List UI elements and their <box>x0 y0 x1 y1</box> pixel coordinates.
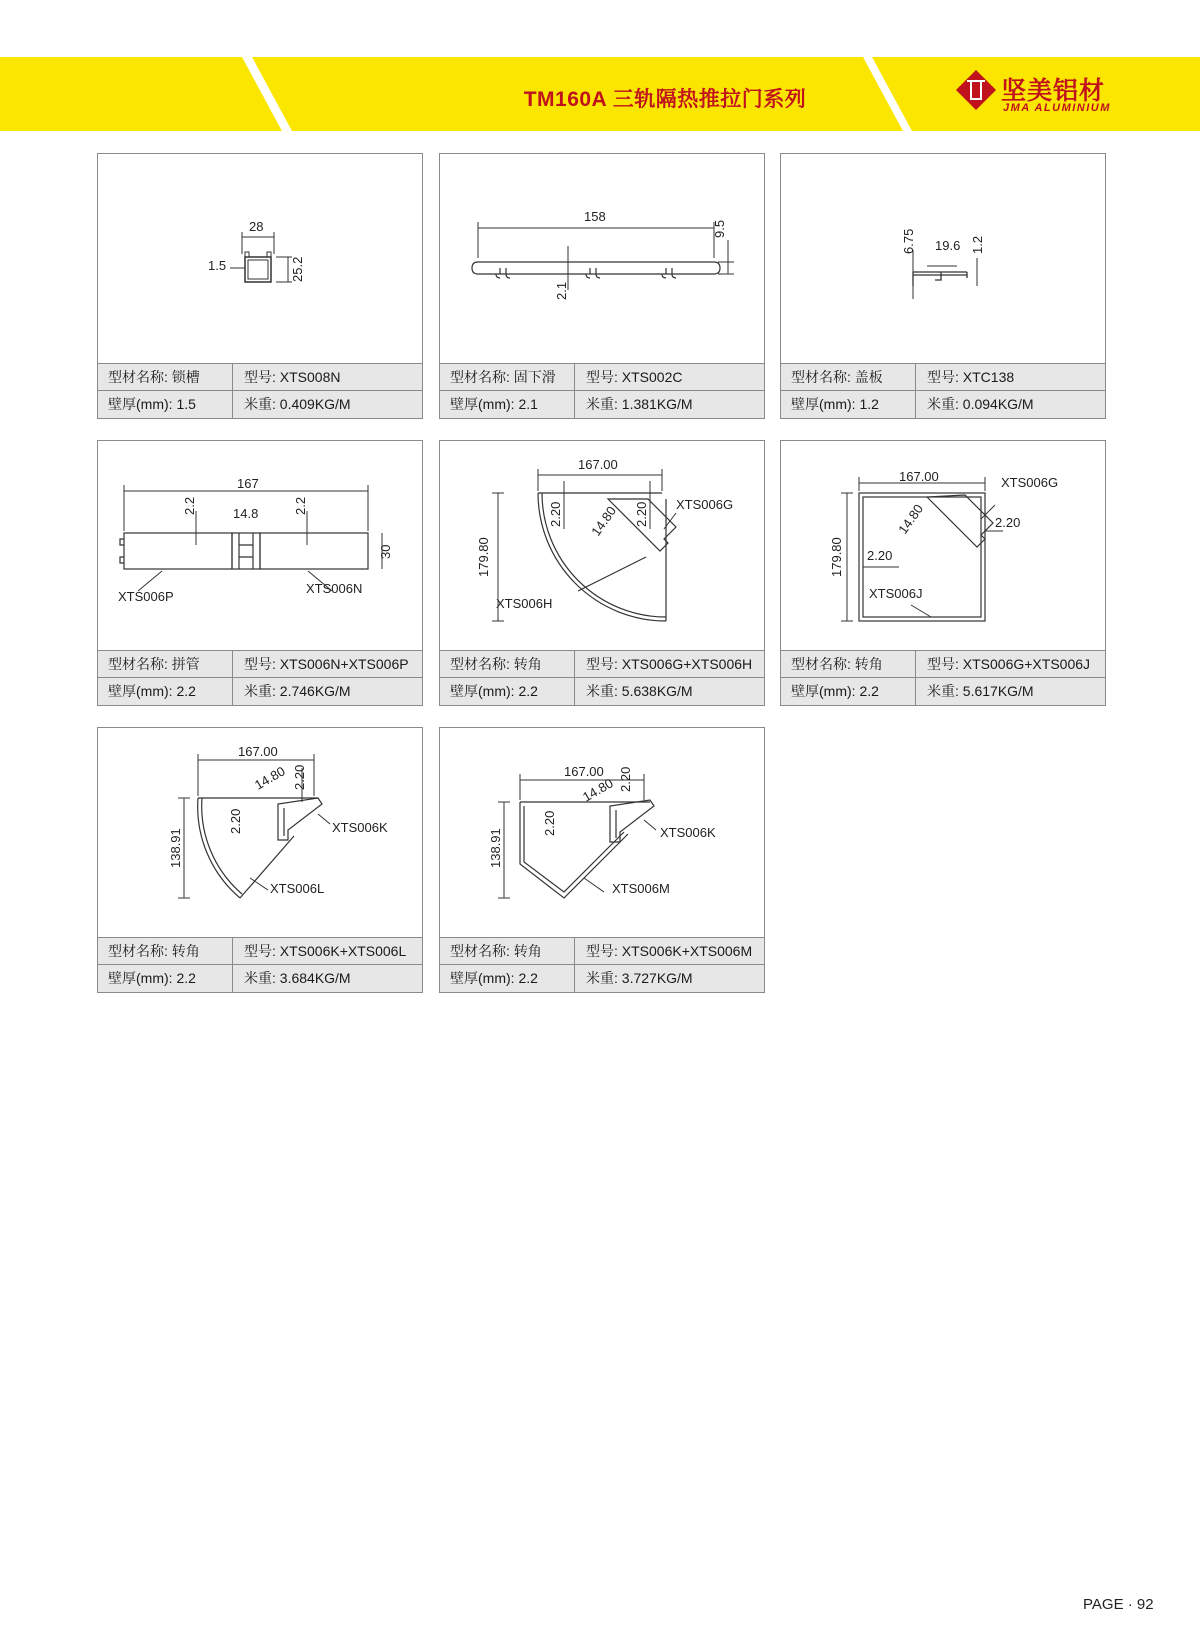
spec-table <box>440 363 764 418</box>
model-label: 型号: <box>244 943 276 959</box>
dim-wall: 1.5 <box>208 258 227 273</box>
spec-table <box>781 363 1105 418</box>
profile-model: XTS006G+XTS006H <box>621 656 753 672</box>
dim-width: 167.00 <box>564 764 604 779</box>
name-label: 型材名称: <box>108 656 168 672</box>
model-label: 型号: <box>927 369 959 385</box>
brand-logo <box>955 69 1155 121</box>
weight-label: 米重: <box>927 396 959 412</box>
dim-width: 158 <box>584 209 606 224</box>
profile-thickness: 2.2 <box>859 683 879 699</box>
dim-height: 179.80 <box>829 537 844 577</box>
thickness-label: 壁厚(mm): <box>108 396 173 412</box>
dim-width: 19.6 <box>935 238 961 253</box>
model-label: 型号: <box>586 943 618 959</box>
dim-width: 167 <box>237 476 259 491</box>
page-header <box>0 57 1200 131</box>
model-label: 型号: <box>244 369 276 385</box>
brand-name-en: JMA ALUMINIUM <box>1003 102 1111 114</box>
spec-table <box>98 363 422 418</box>
profile-name: 盖板 <box>854 369 883 385</box>
profile-name: 转角 <box>854 656 883 672</box>
profile-weight: 3.727KG/M <box>621 970 693 986</box>
part-label-a: XTS006P <box>118 589 174 604</box>
spec-table <box>98 937 422 992</box>
model-label: 型号: <box>586 369 618 385</box>
thickness-label: 壁厚(mm): <box>450 683 515 699</box>
dim-width: 28 <box>249 219 264 234</box>
dim-wall-left: 2.20 <box>548 501 563 527</box>
profile-drawing <box>98 154 422 365</box>
thickness-label: 壁厚(mm): <box>791 683 856 699</box>
profile-thickness: 1.2 <box>859 396 879 412</box>
weight-label: 米重: <box>244 970 276 986</box>
thickness-label: 壁厚(mm): <box>450 396 515 412</box>
profile-model: XTS008N <box>279 369 341 385</box>
dim-height: 6.75 <box>901 228 916 254</box>
profile-model: XTS006G+XTS006J <box>962 656 1091 672</box>
weight-label: 米重: <box>244 396 276 412</box>
dim-wall-left: 2.2 <box>182 496 197 515</box>
profile-weight: 2.746KG/M <box>279 683 351 699</box>
profile-thickness: 2.2 <box>176 970 196 986</box>
dim-wall-left: 2.20 <box>228 808 243 834</box>
profile-weight: 0.409KG/M <box>279 396 351 412</box>
part-label-b: XTS006M <box>612 881 670 896</box>
profile-name: 锁槽 <box>171 369 200 385</box>
part-label-b: XTS006J <box>869 586 923 601</box>
part-label-a: XTS006G <box>1001 475 1059 490</box>
profile-model: XTS006K+XTS006L <box>279 943 407 959</box>
dim-wall: 2.1 <box>554 281 569 300</box>
part-label-a: XTS006G <box>676 497 734 512</box>
weight-label: 米重: <box>586 396 618 412</box>
dim-wall-right: 2.20 <box>618 766 633 792</box>
weight-label: 米重: <box>244 683 276 699</box>
dim-height: 30 <box>378 544 393 559</box>
page-number: PAGE · 92 <box>1083 1596 1154 1613</box>
dim-height: 138.91 <box>488 828 503 868</box>
profile-weight: 5.617KG/M <box>962 683 1034 699</box>
profile-card <box>97 727 423 993</box>
profile-drawing <box>781 441 1105 652</box>
dim-width: 167.00 <box>238 744 278 759</box>
thickness-label: 壁厚(mm): <box>791 396 856 412</box>
profile-name: 转角 <box>513 656 542 672</box>
profile-model: XTS002C <box>621 369 683 385</box>
name-label: 型材名称: <box>791 369 851 385</box>
dim-wall-left: 2.20 <box>542 810 557 836</box>
profile-name: 固下滑 <box>513 369 556 385</box>
brand-diamond-icon <box>955 69 997 111</box>
profile-name: 拼管 <box>171 656 200 672</box>
dim-wall-right: 2.20 <box>634 501 649 527</box>
profile-weight: 0.094KG/M <box>962 396 1034 412</box>
profile-thickness: 2.2 <box>176 683 196 699</box>
dim-wall: 1.2 <box>970 235 985 254</box>
model-label: 型号: <box>244 656 276 672</box>
profile-weight: 1.381KG/M <box>621 396 693 412</box>
profile-model: XTS006K+XTS006M <box>621 943 753 959</box>
dim-height: 9.5 <box>712 219 727 238</box>
profile-card <box>97 153 423 419</box>
part-label-b: XTS006H <box>496 596 553 611</box>
profile-drawing <box>98 441 422 652</box>
thickness-label: 壁厚(mm): <box>450 970 515 986</box>
dim-mid: 14.8 <box>233 506 259 521</box>
part-label-b: XTS006N <box>306 581 363 596</box>
weight-label: 米重: <box>927 683 959 699</box>
profile-card <box>780 440 1106 706</box>
dim-mid: 14.80 <box>588 503 620 539</box>
profile-card <box>780 153 1106 419</box>
profile-card <box>439 727 765 993</box>
profile-name: 转角 <box>171 943 200 959</box>
part-label-a: XTS006K <box>332 820 388 835</box>
profile-drawing <box>781 154 1105 365</box>
profile-weight: 3.684KG/M <box>279 970 351 986</box>
profile-thickness: 2.2 <box>518 683 538 699</box>
spec-table <box>440 650 764 705</box>
weight-label: 米重: <box>586 683 618 699</box>
name-label: 型材名称: <box>450 369 510 385</box>
spec-table <box>440 937 764 992</box>
profile-model: XTC138 <box>962 369 1015 385</box>
profile-card <box>97 440 423 706</box>
name-label: 型材名称: <box>791 656 851 672</box>
weight-label: 米重: <box>586 970 618 986</box>
dim-wall-right: 2.20 <box>292 764 307 790</box>
dim-mid: 14.80 <box>252 763 288 793</box>
dim-wall-right: 2.2 <box>293 496 308 515</box>
name-label: 型材名称: <box>450 943 510 959</box>
dim-height: 179.80 <box>476 537 491 577</box>
profile-card <box>439 440 765 706</box>
profile-thickness: 2.1 <box>518 396 538 412</box>
dim-wall-right: 2.20 <box>995 515 1021 530</box>
dim-wall-left: 2.20 <box>867 548 893 563</box>
part-label-a: XTS006K <box>660 825 716 840</box>
name-label: 型材名称: <box>108 369 168 385</box>
profile-drawing <box>440 441 764 652</box>
profile-thickness: 2.2 <box>518 970 538 986</box>
dim-height: 25.2 <box>290 256 305 282</box>
spec-table <box>98 650 422 705</box>
model-label: 型号: <box>927 656 959 672</box>
catalog-title: TM160A 三轨隔热推拉门系列 <box>523 88 807 111</box>
profile-model: XTS006N+XTS006P <box>279 656 409 672</box>
profile-drawing <box>98 728 422 939</box>
thickness-label: 壁厚(mm): <box>108 683 173 699</box>
profile-drawing <box>440 154 764 365</box>
dim-height: 138.91 <box>168 828 183 868</box>
spec-table <box>781 650 1105 705</box>
dim-width: 167.00 <box>578 457 618 472</box>
brand-name-cn: 坚美铝材 <box>1001 77 1106 105</box>
profile-thickness: 1.5 <box>176 396 196 412</box>
profile-name: 转角 <box>513 943 542 959</box>
dim-width: 167.00 <box>899 469 939 484</box>
part-label-b: XTS006L <box>270 881 325 896</box>
name-label: 型材名称: <box>450 656 510 672</box>
profile-weight: 5.638KG/M <box>621 683 693 699</box>
name-label: 型材名称: <box>108 943 168 959</box>
thickness-label: 壁厚(mm): <box>108 970 173 986</box>
profile-card <box>439 153 765 419</box>
dim-mid: 14.80 <box>895 501 927 537</box>
model-label: 型号: <box>586 656 618 672</box>
dim-mid: 14.80 <box>580 775 616 805</box>
profile-drawing <box>440 728 764 939</box>
